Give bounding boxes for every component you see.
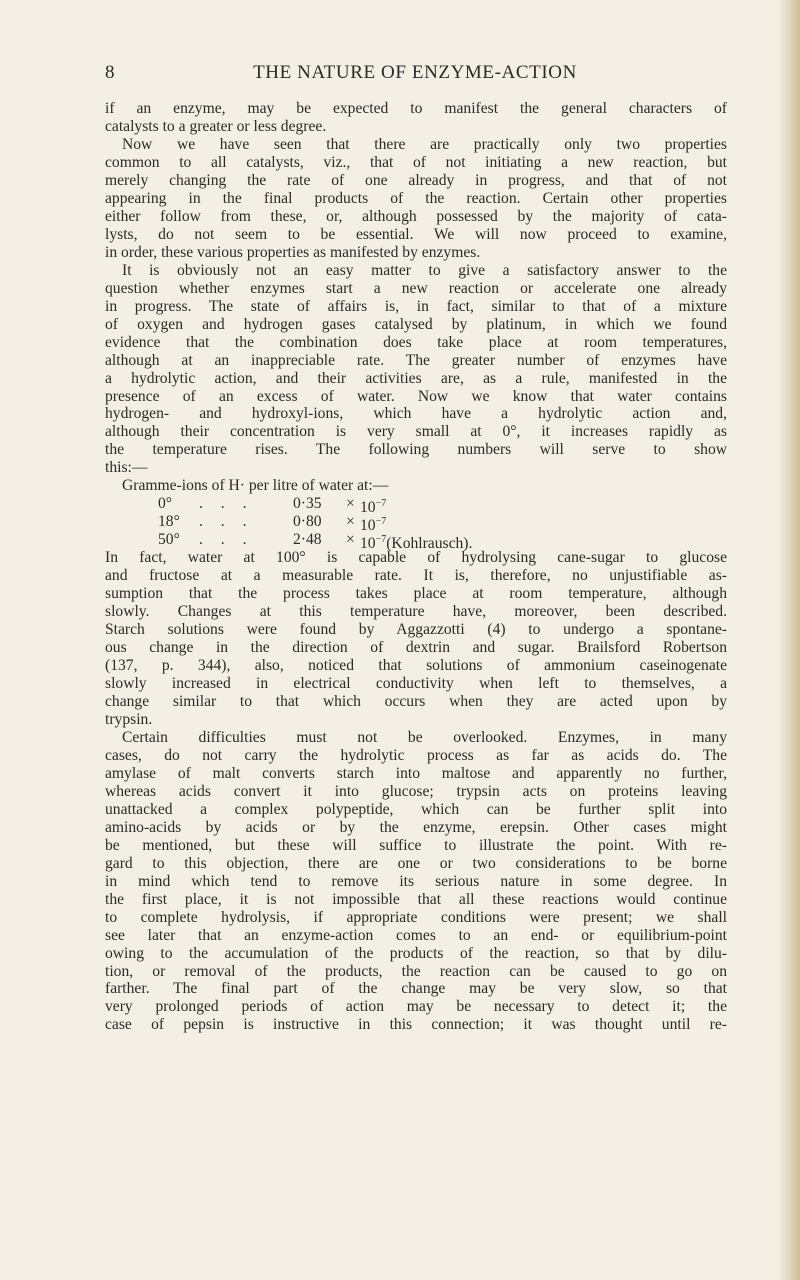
text-line: farther. The final part of the change may be very slow, so that	[105, 980, 727, 998]
text-line: although their concentration is very small at 0°, it increases rapidly as	[105, 423, 727, 441]
text-line: to complete hydrolysis, if appropriate conditions were present; we shall	[105, 908, 727, 926]
temperature: 0°	[158, 495, 173, 513]
paragraph-2	[105, 136, 727, 262]
text-line: gard to this objection, there are one or two considerations to be borne	[105, 854, 727, 872]
text-line: common to all catalysts, viz., that of not initiating a new reaction, but	[105, 153, 727, 171]
reference: (Kohlrausch).	[386, 535, 473, 553]
temperature: 50°	[158, 531, 180, 549]
text-line: in progress. The state of affairs is, in fact, similar to that of a mixture	[105, 297, 727, 315]
table-row	[105, 495, 727, 517]
running-title: THE NATURE OF ENZYME-ACTION	[253, 62, 577, 83]
text-line: the first place, it is not impossible that all these reactions would continue	[105, 890, 727, 908]
text-line: trypsin.	[105, 710, 153, 728]
text-line: case of pepsin is instructive in this connection; it was thought until re-	[105, 1016, 727, 1034]
temperature: 18°	[158, 513, 180, 531]
times-sign: ×	[346, 513, 355, 531]
paragraph-5	[105, 729, 727, 1034]
leader-dots: . . .	[199, 495, 254, 513]
table-row	[105, 513, 727, 535]
table-caption: Gramme-ions of H· per litre of water at:—	[122, 477, 389, 495]
text-line: be mentioned, but these will suffice to illustrate the point. With re-	[105, 836, 727, 854]
ion-value: 0·35	[293, 495, 322, 513]
text-line: slowly. Changes at this temperature have, moreover, been described.	[105, 603, 727, 621]
leader-dots: . . .	[199, 513, 254, 531]
page-number: 8	[105, 62, 116, 83]
page-header	[105, 62, 725, 86]
table-row	[105, 531, 727, 553]
ion-value: 2·48	[293, 531, 322, 549]
text-line: of oxygen and hydrogen gases catalysed by platinum, in which we found	[105, 315, 727, 333]
power-base: 10	[360, 517, 376, 535]
text-line: very prolonged periods of action may be necessary to detect it; the	[105, 998, 727, 1016]
text-line: in order, these various properties as manifested by enzymes.	[105, 243, 481, 261]
text-line: this:—	[105, 459, 148, 477]
paragraph-1	[105, 100, 727, 136]
text-line: appearing in the final products of the reaction. Certain other properties	[105, 189, 727, 207]
power-base: 10	[360, 535, 376, 553]
text-line: sumption that the process takes place at room temperature, although	[105, 585, 727, 603]
text-line: whereas acids convert it into glucose; trypsin acts on proteins leaving	[105, 782, 727, 800]
text-line: evidence that the combination does take place at room temperatures,	[105, 333, 727, 351]
text-line: ous change in the direction of dextrin and sugar. Brailsford Robertson	[105, 639, 727, 657]
ion-value: 0·80	[293, 513, 322, 531]
text-line: the temperature rises. The following numbers will serve to show	[105, 441, 727, 459]
text-line: lysts, do not seem to be essential. We will now proceed to examine,	[105, 225, 727, 243]
text-line: catalysts to a greater or less degree.	[105, 117, 327, 135]
exponent: −7	[375, 498, 387, 510]
text-line: unattacked a complex polypeptide, which can be further split into	[105, 800, 727, 818]
text-line: Starch solutions were found by Aggazzotti (4) to undergo a spontane-	[105, 621, 727, 639]
text-line: (137, p. 344), also, noticed that solutions of ammonium caseinogenate	[105, 657, 727, 675]
text-line: a hydrolytic action, and their activities are, as a rule, manifested in the	[105, 369, 727, 387]
text-line: amino-acids by acids or by the enzyme, erepsin. Other cases might	[105, 818, 727, 836]
paragraph-3	[105, 262, 727, 478]
page-edge-shadow	[778, 0, 800, 1280]
text-line: hydrogen- and hydroxyl-ions, which have a hydrolytic action and,	[105, 405, 727, 423]
text-line: Now we have seen that there are practically only two properties	[122, 135, 727, 153]
text-line: slowly increased in electrical conductivity when left to themselves, a	[105, 675, 727, 692]
text-line: Certain difficulties must not be overlooked. Enzymes, in many	[122, 728, 727, 746]
text-line: although at an inappreciable rate. The greater number of enzymes have	[105, 351, 727, 369]
text-line: merely changing the rate of one already in progress, and that of not	[105, 171, 727, 189]
text-line: amylase of malt converts starch into maltose and apparently no further,	[105, 764, 727, 782]
power-base: 10	[360, 499, 376, 517]
times-sign: ×	[346, 531, 355, 549]
times-sign: ×	[346, 495, 355, 513]
text-line: It is obviously not an easy matter to give a satisfactory answer to the	[122, 261, 727, 279]
paragraph-4	[105, 549, 727, 729]
text-line: cases, do not carry the hydrolytic process as far as acids do. The	[105, 746, 727, 764]
exponent: −7	[375, 534, 387, 546]
text-line: in mind which tend to remove its serious nature in some degree. In	[105, 872, 727, 890]
body-text	[105, 100, 727, 1034]
text-line: and fructose at a measurable rate. It is, therefore, no unjustifiable as-	[105, 567, 727, 585]
text-line: tion, or removal of the products, the reaction can be caused to go on	[105, 962, 727, 980]
exponent: −7	[375, 516, 387, 528]
text-line: question whether enzymes start a new reaction or accelerate one already	[105, 279, 727, 297]
text-line: if an enzyme, may be expected to manifest the general characters of	[105, 100, 727, 117]
text-line: see later that an enzyme-action comes to an end- or equilibrium-point	[105, 926, 727, 944]
text-line: In fact, water at 100° is capable of hydrolysing cane-sugar to glucose	[105, 549, 727, 567]
ion-table	[105, 477, 727, 553]
text-line: either follow from these, or, although possessed by the majority of cata-	[105, 207, 727, 225]
text-line: owing to the accumulation of the products of the reaction, so that by dilu-	[105, 944, 727, 962]
power-of-ten	[360, 531, 472, 553]
leader-dots: . . .	[199, 531, 254, 549]
text-line: presence of an excess of water. Now we know that water contains	[105, 387, 727, 405]
text-line: change similar to that which occurs when they are acted upon by	[105, 692, 727, 710]
